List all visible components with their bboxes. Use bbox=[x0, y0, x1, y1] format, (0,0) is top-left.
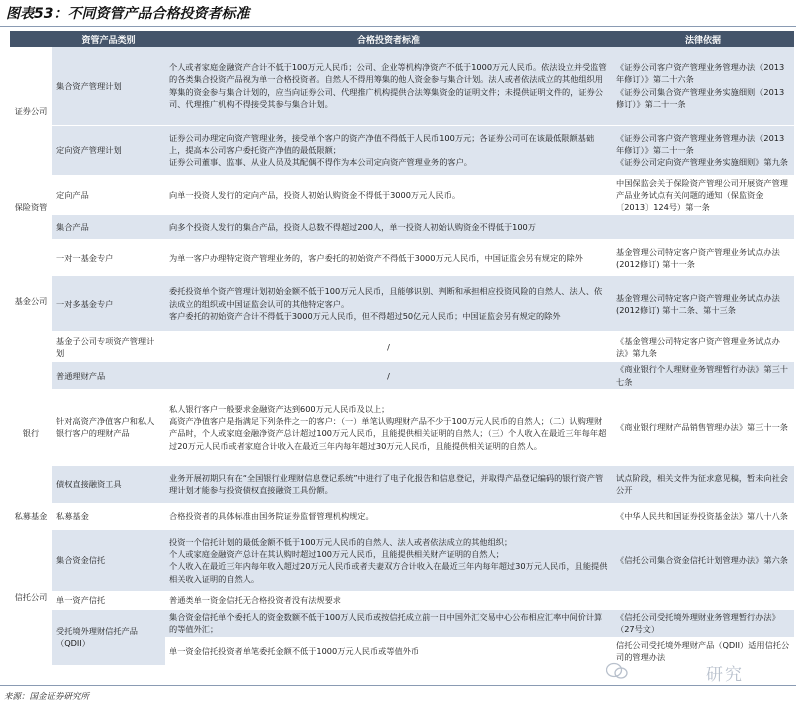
standard-text: 私人银行客户一般要求金融资产达到600万元人民币及以上； 高资产净值客户是指满足下列条件之一的客户：（一）单笔认购理财产品不少于100万元人民币的自然人；（二）认购理财产品时，个人或家庭金融净资产总计超过100万元人民币，且能提供相关证明的自然人；（三）个人收入在最近三年每年超过20万元人民币或者家庭合计收入在最近三年内每年超过30万元人民币，且能提供相关证明的自然人。 bbox=[165, 389, 612, 465]
table-row bbox=[10, 240, 794, 276]
legal-basis bbox=[612, 215, 794, 240]
legal-basis: 试点阶段，相关文件为征求意见稿，暂未向社会公开 bbox=[612, 465, 794, 503]
table-row bbox=[10, 529, 794, 591]
table-row bbox=[10, 591, 794, 609]
table-row bbox=[10, 125, 794, 175]
group-label: 证券公司 bbox=[10, 47, 52, 175]
table-row bbox=[10, 362, 794, 390]
table-row bbox=[10, 175, 794, 215]
standard-text: 证券公司办理定向资产管理业务，接受单个客户的资产净值不得低于人民币100万元；各证券公司可在该最低限额基础上，提高本公司客户委托资产净值的最低限额； 证券公司董事、监事、从业人员及其配偶不得作为本公司定向资产管理业务的客户。 bbox=[165, 125, 612, 175]
product-type: 债权直接融资工具 bbox=[52, 465, 165, 503]
standard-text: 普通类单一资金信托无合格投资者没有法规要求 bbox=[165, 591, 612, 609]
legal-basis: 《商业银行理财产品销售管理办法》第三十一条 bbox=[612, 389, 794, 465]
figure-title: 图表53：不同资管产品合格投资者标准 bbox=[6, 6, 250, 22]
product-type: 单一资产信托 bbox=[52, 591, 165, 609]
legal-basis: 《信托公司受托境外理财业务管理暂行办法》（27号文） bbox=[612, 609, 794, 637]
product-type: 集合资产管理计划 bbox=[52, 47, 165, 125]
table-row bbox=[10, 389, 794, 465]
legal-basis: 《中华人民共和国证券投资基金法》第八十八条 bbox=[612, 503, 794, 529]
table-row bbox=[10, 47, 794, 125]
wechat-watermark-icon bbox=[606, 662, 628, 680]
watermark-text: 研究 bbox=[706, 665, 744, 685]
figure-title-bar bbox=[0, 0, 796, 27]
product-type: 定向产品 bbox=[52, 175, 165, 215]
investor-standards-table bbox=[10, 31, 794, 666]
group-label: 银行 bbox=[10, 362, 52, 504]
product-type: 针对高资产净值客户和私人银行客户的理财产品 bbox=[52, 389, 165, 465]
table-header-row bbox=[10, 31, 794, 47]
header-legal-basis: 法律依据 bbox=[612, 31, 794, 47]
product-type: 私募基金 bbox=[52, 503, 165, 529]
product-type: 一对多基金专户 bbox=[52, 276, 165, 332]
table-row bbox=[10, 609, 794, 637]
group-label: 私募基金 bbox=[10, 503, 52, 529]
header-product-type: 资管产品类别 bbox=[52, 31, 165, 47]
table-row bbox=[10, 332, 794, 362]
standard-text: 个人或者家庭金融资产合计不低于100万元人民币；公司、企业等机构净资产不低于1000万元人民币。依法设立并受监管的各类集合投资产品视为单一合格投资者。自然人不得用筹集的他人资金参与集合计划。法人或者依法成立的其他组织用筹集的资金参与集合计划的，应当向证券公司、代理推广机构提供合法筹集资金的证明文件；未提供证明文件的，证券公司、代理推广机构不得接受其参与集合计划。 bbox=[165, 47, 612, 125]
standard-text: 向单一投资人发行的定向产品，投资人初始认购资金不得低于3000万元人民币。 bbox=[165, 175, 612, 215]
product-type: 集合产品 bbox=[52, 215, 165, 240]
source-note: 来源：国金证券研究所 bbox=[4, 692, 90, 702]
product-type: 集合资金信托 bbox=[52, 529, 165, 591]
header-blank bbox=[10, 31, 52, 47]
standard-text: 集合资金信托单个委托人的资金数额不低于100万人民币或按信托成立前一日中国外汇交易中心公布相应汇率中间价计算的等值外汇； bbox=[165, 609, 612, 637]
standard-text: 投资一个信托计划的最低金额不低于100万元人民币的自然人、法人或者依法成立的其他组织； 个人或家庭金融资产总计在其认购时超过100万元人民币，且能提供相关财产证明的自然人； 个人收入在最近三年内每年收入超过20万元人民币或者夫妻双方合计收入在最近三年内每年超过30万元人民币，且能提供相关收入证明的自然人。 bbox=[165, 529, 612, 591]
legal-basis: 中国保监会关于保险资产管理公司开展资产管理产品业务试点有关问题的通知（保监资金〔2013〕124号）第一条 bbox=[612, 175, 794, 215]
group-label: 保险资管 bbox=[10, 175, 52, 240]
legal-basis: 《证券公司客户资产管理业务管理办法（2013年修订）》第二十一条 《证券公司定向资产管理业务实施细则》第九条 bbox=[612, 125, 794, 175]
legal-basis: 《商业银行个人理财业务管理暂行办法》第三十七条 bbox=[612, 362, 794, 390]
legal-basis: 《基金管理公司特定客户资产管理业务试点办法》第九条 bbox=[612, 332, 794, 362]
legal-basis: 基金管理公司特定客户资产管理业务试点办法(2012修订) 第十二条、第十三条 bbox=[612, 276, 794, 332]
standard-text: 业务开展初期只有在“全国银行业理财信息登记系统”中进行了电子化报告和信息登记，并取得产品登记编码的银行资产管理计划才能参与投资债权直接融资工具份额。 bbox=[165, 465, 612, 503]
table-row bbox=[10, 276, 794, 332]
standard-text: 单一资金信托投资者单笔委托金额不低于1000万元人民币或等值外币 bbox=[165, 637, 612, 665]
legal-basis: 信托公司受托境外理财产品（QDII）适用信托公司的管理办法 bbox=[612, 637, 794, 665]
product-type: 受托境外理财信托产品（QDII） bbox=[52, 609, 165, 665]
standard-text: / bbox=[165, 332, 612, 362]
product-type: 普通理财产品 bbox=[52, 362, 165, 390]
standard-text: 合格投资者的具体标准由国务院证券监督管理机构规定。 bbox=[165, 503, 612, 529]
legal-basis bbox=[612, 591, 794, 609]
product-type: 基金子公司专项资产管理计划 bbox=[52, 332, 165, 362]
table-row bbox=[10, 465, 794, 503]
group-label: 信托公司 bbox=[10, 529, 52, 665]
standard-text: / bbox=[165, 362, 612, 390]
bottom-divider bbox=[0, 685, 796, 686]
product-type: 定向资产管理计划 bbox=[52, 125, 165, 175]
table-row bbox=[10, 503, 794, 529]
table-row bbox=[10, 215, 794, 240]
standard-text: 委托投资单个资产管理计划初始金额不低于100万元人民币，且能够识别、判断和承担相应投资风险的自然人、法人、依法成立的组织或中国证监会认可的其他特定客户。 客户委托的初始资产合计不得低于3000万元人民币，但不得超过50亿元人民币；中国证监会另有规定的除外 bbox=[165, 276, 612, 332]
group-label: 基金公司 bbox=[10, 240, 52, 362]
standard-text: 向多个投资人发行的集合产品，投资人总数不得超过200人，单一投资人初始认购资金不得低于100万 bbox=[165, 215, 612, 240]
legal-basis: 《信托公司集合资金信托计划管理办法》第六条 bbox=[612, 529, 794, 591]
header-standard: 合格投资者标准 bbox=[165, 31, 612, 47]
legal-basis: 《证券公司客户资产管理业务管理办法（2013年修订）》第二十六条 《证券公司集合资产管理业务实施细则（2013修订）》第二十一条 bbox=[612, 47, 794, 125]
standard-text: 为单一客户办理特定资产管理业务的，客户委托的初始资产不得低于3000万元人民币，中国证监会另有规定的除外 bbox=[165, 240, 612, 276]
product-type: 一对一基金专户 bbox=[52, 240, 165, 276]
legal-basis: 基金管理公司特定客户资产管理业务试点办法(2012修订) 第十一条 bbox=[612, 240, 794, 276]
